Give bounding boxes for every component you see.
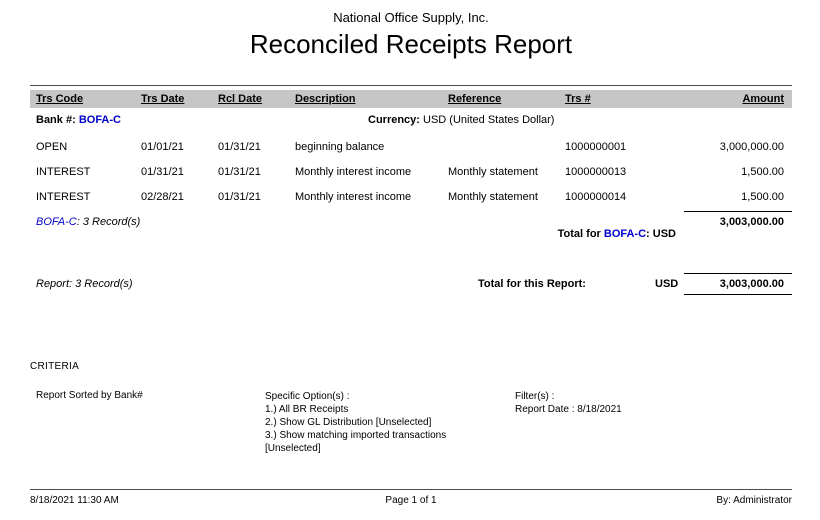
bank-total-suffix: : USD <box>646 228 676 240</box>
cell-rcl-date: 01/31/21 <box>218 140 261 153</box>
currency-info <box>368 114 554 126</box>
criteria-section <box>30 390 792 470</box>
currency-label: Currency: <box>368 114 420 126</box>
column-header-amount: Amount <box>742 93 784 105</box>
column-header-trs-code: Trs Code <box>36 93 84 105</box>
cell-reference: Monthly statement <box>448 165 538 178</box>
report-total-currency: USD <box>655 278 679 290</box>
company-name: National Office Supply, Inc. <box>333 10 489 25</box>
report-footer <box>30 489 792 506</box>
column-header-trs-number: Trs # <box>565 93 591 105</box>
cell-description: Monthly interest income <box>295 190 412 203</box>
bank-code-link[interactable]: BOFA-C <box>78 114 121 126</box>
column-header-description: Description <box>295 93 356 105</box>
criteria-filters-title: Filter(s) : <box>515 391 555 402</box>
cell-trs-date: 02/28/21 <box>141 190 184 203</box>
table-row <box>30 134 792 159</box>
table-row <box>30 159 792 184</box>
table-header-row <box>30 90 792 108</box>
bank-code-link[interactable]: BOFA-C <box>36 216 77 228</box>
report-title: Reconciled Receipts Report <box>249 29 573 59</box>
bank-total-prefix: Total for <box>557 228 604 240</box>
footer-page-number: Page 1 of 1 <box>385 495 437 506</box>
footer-printed-by: By: Administrator <box>716 495 792 506</box>
cell-trs-number: 1000000014 <box>565 190 627 203</box>
bank-number <box>36 114 121 126</box>
cell-reference: Monthly statement <box>448 190 538 203</box>
cell-trs-number: 1000000001 <box>565 140 627 153</box>
cell-description: Monthly interest income <box>295 165 412 178</box>
criteria-sorted-by: Report Sorted by Bank# <box>36 390 143 401</box>
cell-amount: 1,500.00 <box>741 190 784 203</box>
criteria-filter-line: Report Date : 8/18/2021 <box>515 404 622 415</box>
bank-code-link[interactable]: BOFA-C <box>603 228 647 240</box>
cell-trs-date: 01/31/21 <box>141 165 184 178</box>
bank-summary-row <box>30 209 792 240</box>
cell-rcl-date: 01/31/21 <box>218 190 261 203</box>
cell-trs-code: INTEREST <box>36 190 91 203</box>
report-total-amount: 3,003,000.00 <box>684 273 792 295</box>
column-header-trs-date: Trs Date <box>141 93 185 105</box>
cell-rcl-date: 01/31/21 <box>218 165 261 178</box>
criteria-filters <box>515 390 622 416</box>
criteria-option-line: 2.) Show GL Distribution [Unselected] <box>265 417 432 428</box>
criteria-option-line: 1.) All BR Receipts <box>265 404 349 415</box>
bank-record-count-text: : 3 Record(s) <box>76 216 141 228</box>
cell-amount: 3,000,000.00 <box>719 140 784 153</box>
column-header-rcl-date: Rcl Date <box>218 93 263 105</box>
footer-datetime: 8/18/2021 11:30 AM <box>30 495 119 506</box>
cell-amount: 1,500.00 <box>741 165 784 178</box>
cell-trs-code: INTEREST <box>36 165 91 178</box>
report-total-label: Total for this Report: <box>478 278 586 290</box>
bank-total-label <box>539 216 676 252</box>
criteria-options-title: Specific Option(s) : <box>265 391 350 402</box>
criteria-options <box>265 390 446 455</box>
report-record-count: Report: 3 Record(s) <box>36 278 133 290</box>
bank-header-row <box>30 108 792 134</box>
cell-trs-number: 1000000013 <box>565 165 627 178</box>
column-header-reference: Reference <box>448 93 502 105</box>
currency-value: USD (United States Dollar) <box>423 114 555 126</box>
bank-record-count <box>36 216 140 228</box>
bank-label: Bank #: <box>36 114 76 126</box>
criteria-heading: CRITERIA <box>30 361 80 372</box>
cell-description: beginning balance <box>295 140 385 153</box>
criteria-option-line: 3.) Show matching imported transactions <box>265 430 447 441</box>
table-row <box>30 184 792 209</box>
header-rule <box>30 85 792 86</box>
criteria-option-line: [Unselected] <box>265 443 321 454</box>
cell-trs-code: OPEN <box>36 140 68 153</box>
report-summary-row <box>30 271 792 297</box>
bank-total-amount: 3,003,000.00 <box>684 211 792 233</box>
cell-trs-date: 01/01/21 <box>141 140 184 153</box>
